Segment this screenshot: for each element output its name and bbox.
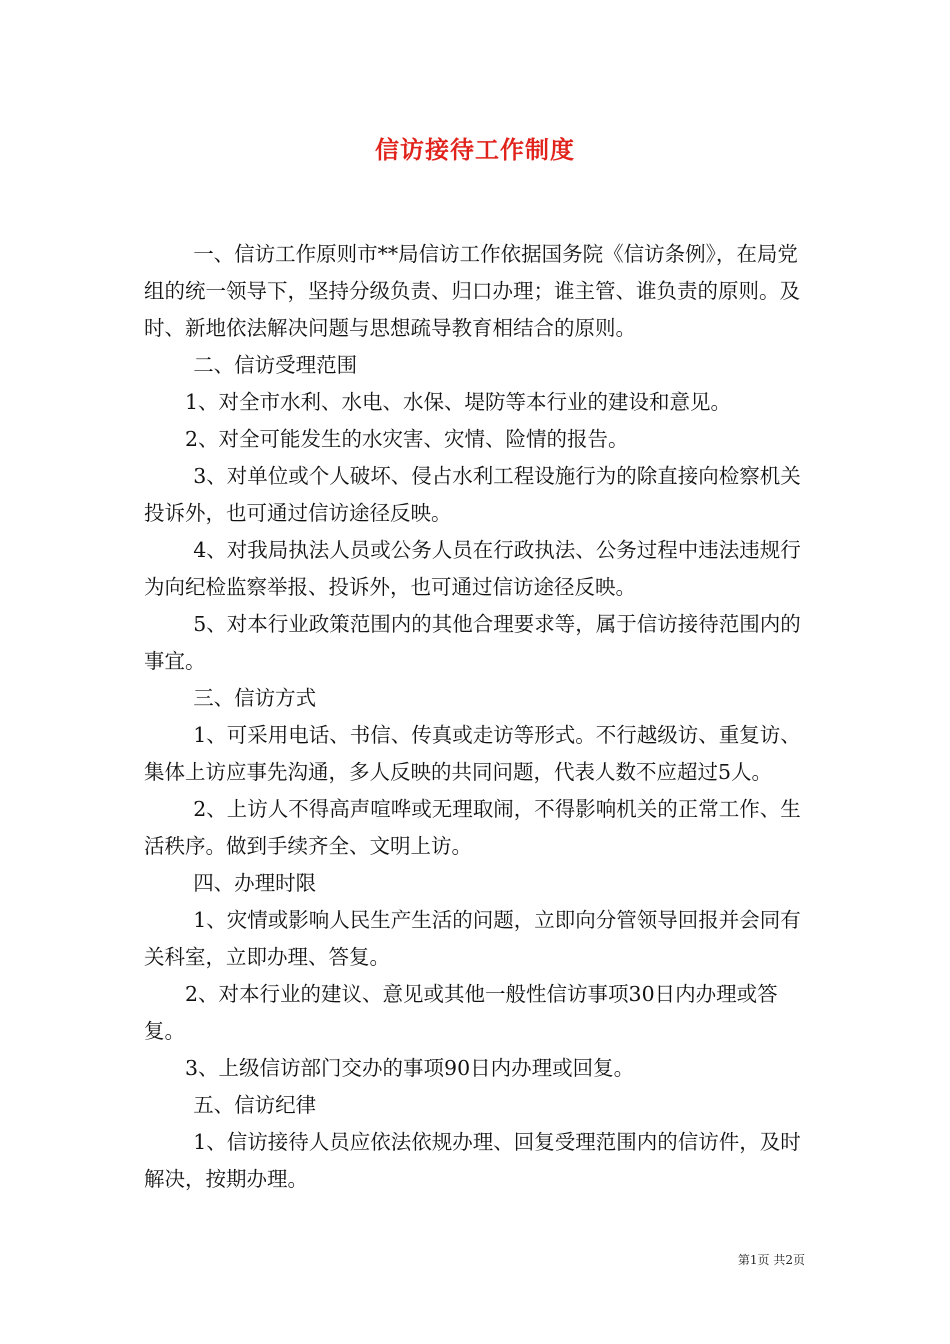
paragraph: 1、对全市水利、水电、水保、堤防等本行业的建设和意见。 (185, 390, 732, 414)
document-body (144, 236, 809, 1198)
paragraph: 1、信访接待人员应依法依规办理、回复受理范围内的信访件，及时解决，按期办理。 (144, 1130, 801, 1191)
paragraph-principles: 一、信访工作原则市**局信访工作依据国务院《信访条例》，在局党组的统一领导下，坚持分级负责、归口办理；谁主管、谁负责的原则。及时、新地依法解决问题与思想疏导教育相结合的原则。 (144, 242, 800, 340)
paragraph: 1、可采用电话、书信、传真或走访等形式。不行越级访、重复访、集体上访应事先沟通，多人反映的共同问题，代表人数不应超过5人。 (144, 723, 801, 784)
page-number: 第1页 共2页 (737, 1253, 805, 1267)
paragraph: 4、对我局执法人员或公务人员在行政执法、公务过程中违法违规行为向纪检监察举报、投诉外，也可通过信访途径反映。 (144, 538, 801, 599)
paragraph: 5、对本行业政策范围内的其他合理要求等，属于信访接待范围内的事宜。 (144, 612, 801, 673)
paragraph: 1、灾情或影响人民生产生活的问题，立即向分管领导回报并会同有关科室，立即办理、答复。 (144, 908, 801, 969)
document-title: 信访接待工作制度 (375, 135, 575, 164)
section-heading-methods: 三、信访方式 (193, 686, 317, 710)
paragraph: 2、上访人不得高声喧哗或无理取闹，不得影响机关的正常工作、生活秩序。做到手续齐全、文明上访。 (144, 797, 801, 858)
paragraph: 3、上级信访部门交办的事项90日内办理或回复。 (185, 1056, 635, 1080)
section-heading-time-limit: 四、办理时限 (193, 871, 317, 895)
section-heading-scope: 二、信访受理范围 (193, 353, 358, 377)
paragraph: 3、对单位或个人破坏、侵占水利工程设施行为的除直接向检察机关投诉外，也可通过信访途径反映。 (144, 464, 801, 525)
section-heading-discipline: 五、信访纪律 (193, 1093, 317, 1117)
paragraph: 2、对本行业的建议、意见或其他一般性信访事项30日内办理或答复。 (144, 982, 778, 1043)
paragraph: 2、对全可能发生的水灾害、灾情、险情的报告。 (185, 427, 629, 451)
